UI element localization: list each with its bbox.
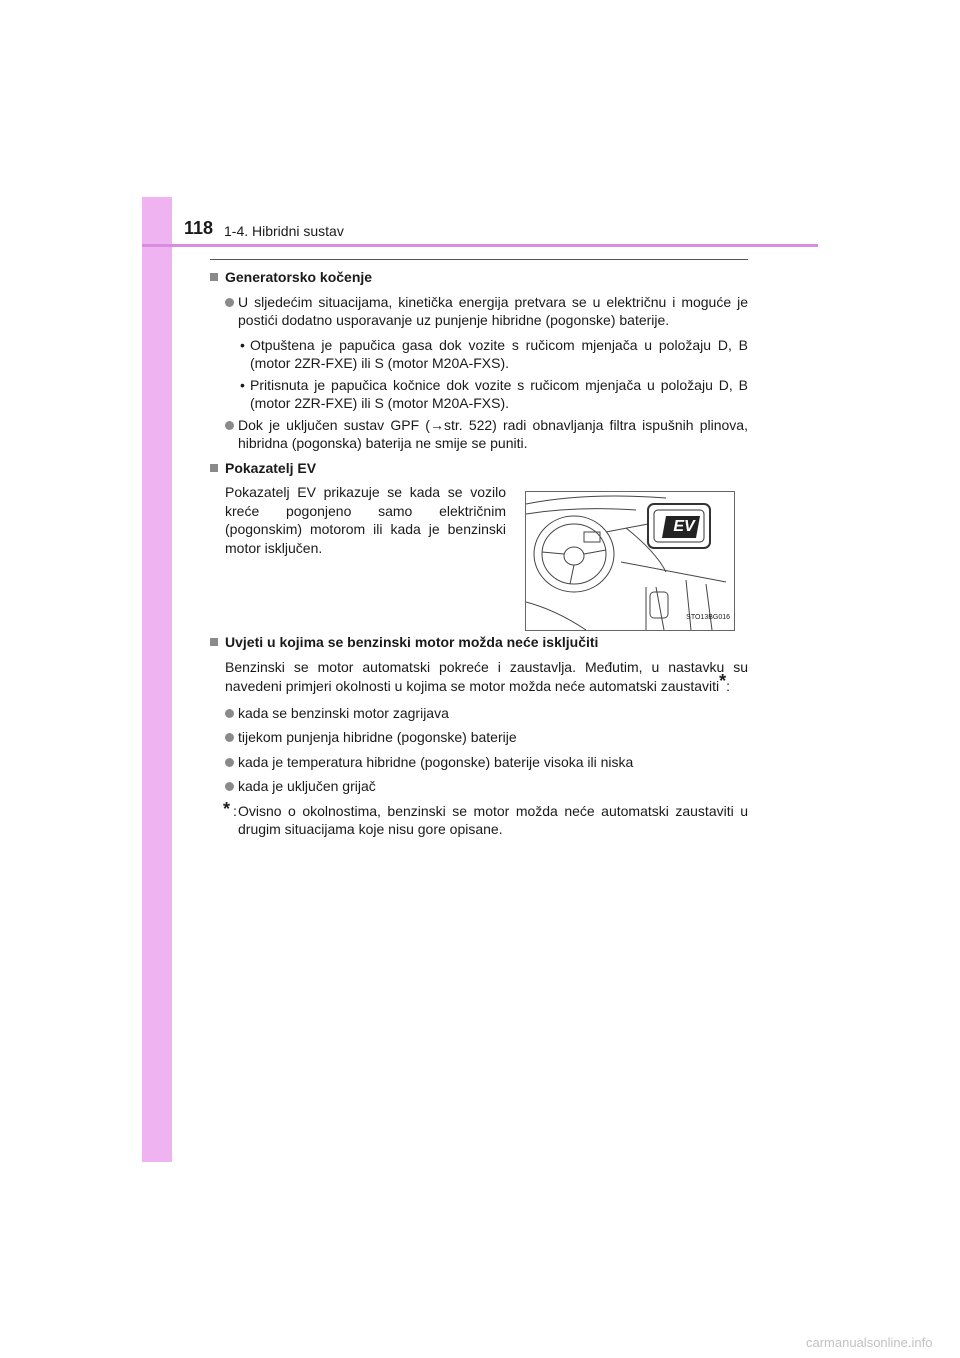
sub-bullet-marker: • (240, 376, 245, 393)
round-bullet-icon (225, 421, 234, 430)
round-bullet-icon (225, 709, 234, 718)
list-item (210, 704, 748, 723)
dashboard-illustration (525, 491, 735, 631)
list-item (210, 416, 748, 453)
watermark: carmanualsonline.info (806, 1335, 933, 1350)
sub-list-item (210, 376, 748, 413)
ev-badge: EV (673, 518, 695, 535)
round-bullet-icon (225, 782, 234, 791)
list-item (210, 293, 748, 330)
side-band (142, 197, 172, 1162)
footnote-text: Ovisno o okolnostima, benzinski se motor možda neće automatski zaustaviti u drugim situacijama koje nisu gore opisane. (238, 802, 748, 837)
ev-indicator-block (210, 483, 748, 623)
square-bullet-icon (210, 638, 218, 646)
square-bullet-icon (210, 464, 218, 472)
footnote (210, 798, 748, 839)
round-bullet-icon (225, 733, 234, 742)
list-item-text: kada je temperatura hibridne (pogonske) baterije visoka ili niska (238, 753, 634, 770)
list-item-text: tijekom punjenja hibridne (pogonske) baterije (238, 729, 517, 745)
list-item-text: kada je uključen grijač (238, 778, 376, 794)
section-heading (210, 633, 748, 652)
round-bullet-icon (225, 758, 234, 767)
page-content (210, 264, 748, 839)
paragraph-end: : (726, 678, 731, 694)
footnote-colon: : (233, 802, 237, 819)
heading-text: Uvjeti u kojima se benzinski motor možda neće isključiti (225, 634, 599, 650)
image-code: STO13BG016 (686, 613, 730, 621)
square-bullet-icon (210, 273, 218, 281)
footnote-star: * (719, 671, 727, 691)
heading-text: Pokazatelj EV (225, 459, 317, 476)
list-item-text: kada se benzinski motor zagrijava (238, 704, 449, 721)
list-item (210, 728, 748, 747)
sub-item-text: Otpuštena je papučica gasa dok vozite s ručicom mjenjača u položaju D, B (motor 2ZR-FXE) ili S (motor M20A-FXS). (250, 336, 748, 371)
heading-text: Generatorsko kočenje (225, 269, 373, 285)
list-item (210, 753, 748, 772)
section-paragraph (210, 658, 748, 696)
paragraph-text: Benzinski se motor automatski pokreće i zaustavlja. Međutim, u nastavku su navedeni primjeri okolnosti u kojima se motor možda neće automatski zaustaviti (225, 658, 748, 694)
ev-description: Pokazatelj EV prikazuje se kada se vozilo kreće pogonjeno samo električnim (pogonskim) motorom ili kada je benzinski motor isključen. (225, 484, 506, 556)
sub-list-item (210, 336, 748, 373)
list-item-text: U sljedećim situacijama, kinetička energija pretvara se u električnu i moguće je postići dodatno usporavanje uz punjenje hibridne (pogonske) baterije. (238, 293, 748, 328)
header-line (142, 244, 818, 247)
section-title: 1-4. Hibridni sustav (224, 223, 344, 239)
sub-item-text: Pritisnuta je papučica kočnice dok vozite s ručicom mjenjača u položaju D, B (motor 2ZR-FXE) ili S (motor M20A-FXS). (250, 376, 748, 411)
section-heading (210, 459, 748, 478)
list-item-text: Dok je uključen sustav GPF (→str. 522) radi obnavljanja filtra ispušnih plinova, hibridna (pogonska) baterija ne smije se puniti. (238, 416, 748, 451)
sub-bullet-marker: • (240, 336, 245, 353)
list-item (210, 777, 748, 796)
content-rule (210, 259, 748, 260)
section-heading (210, 268, 748, 287)
page-number: 118 (184, 218, 214, 238)
round-bullet-icon (225, 298, 234, 307)
footnote-marker: * (223, 798, 231, 819)
